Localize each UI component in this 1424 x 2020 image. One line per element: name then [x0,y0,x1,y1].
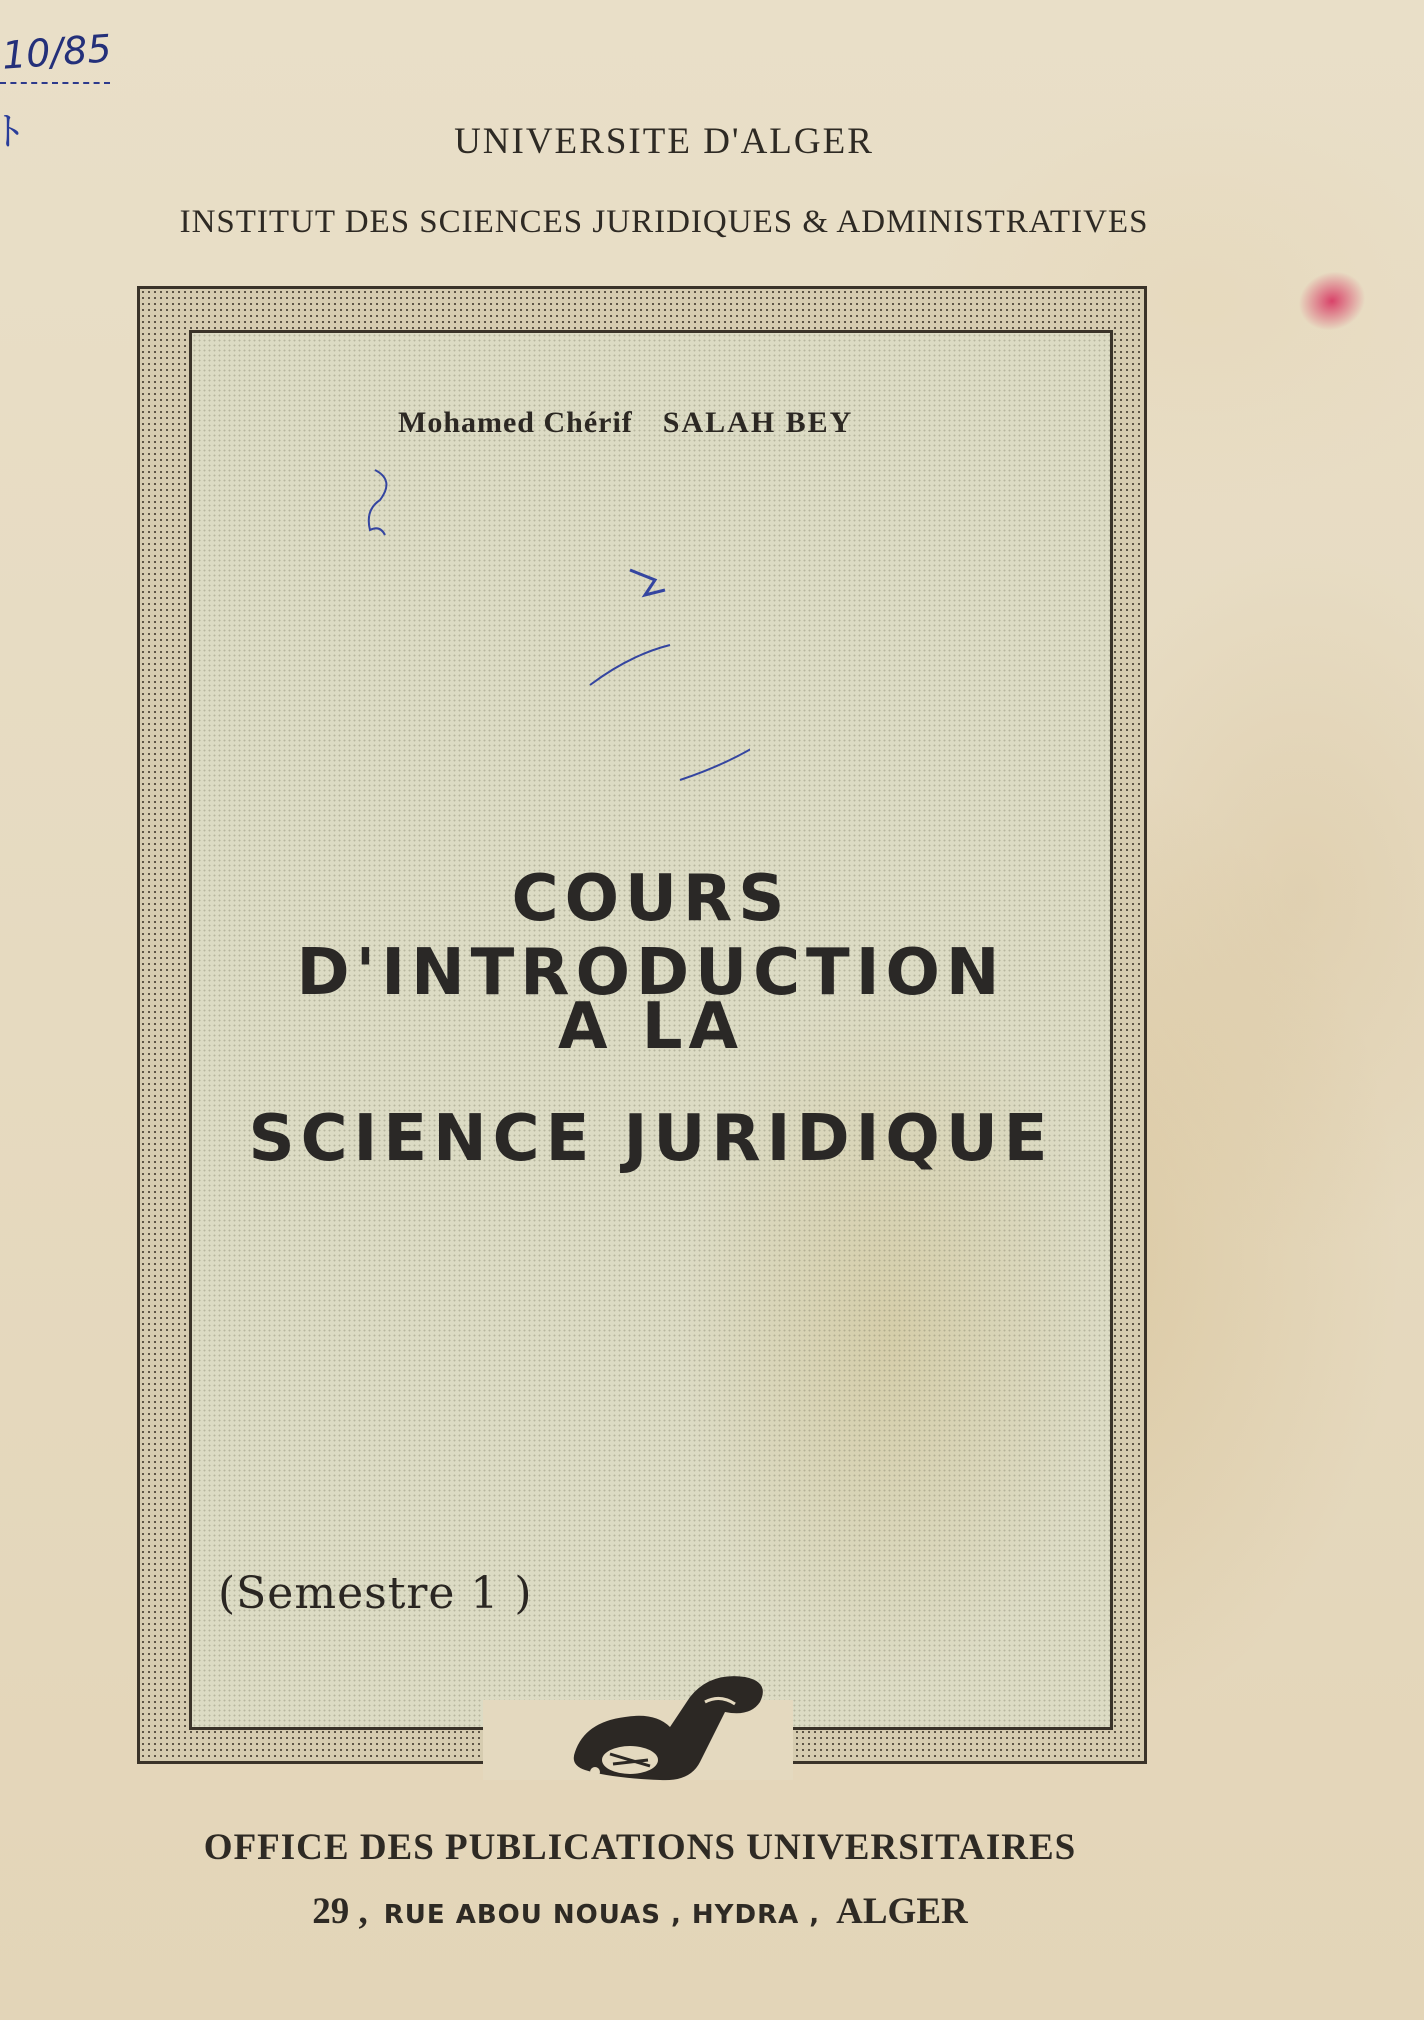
semester-label: (Semestre 1 ) [218,1568,533,1619]
address-city: ALGER [836,1891,968,1932]
author-name [398,406,853,440]
university-name: UNIVERSITE D'ALGER [454,121,874,162]
red-ink-stain [1290,262,1374,340]
title-line-2: A LA [557,990,745,1064]
author-first-name: Mohamed Chérif [398,406,633,439]
address-street: RUE ABOU NOUAS , HYDRA , [383,1900,821,1930]
publisher-address [180,1890,1100,1933]
pen-mark-icon: ﾄ [0,109,20,155]
address-number: 29 , [312,1891,368,1932]
publisher-name: OFFICE DES PUBLICATIONS UNIVERSITAIRES [203,1827,1077,1868]
title-line-1: COURS D'INTRODUCTION [296,862,1006,1010]
handwritten-shelf-mark: 10/85 [0,26,113,78]
title-line-3: SCIENCE JURIDIQUE [248,1102,1054,1176]
pen-scribbles-icon [330,450,750,800]
author-surname: SALAH BEY [662,406,854,439]
shelf-mark-underline [0,82,110,84]
publisher-logo [555,1672,765,1797]
institute-name: INSTITUT DES SCIENCES JURIDIQUES & ADMINISTRATIVES [179,204,1149,240]
